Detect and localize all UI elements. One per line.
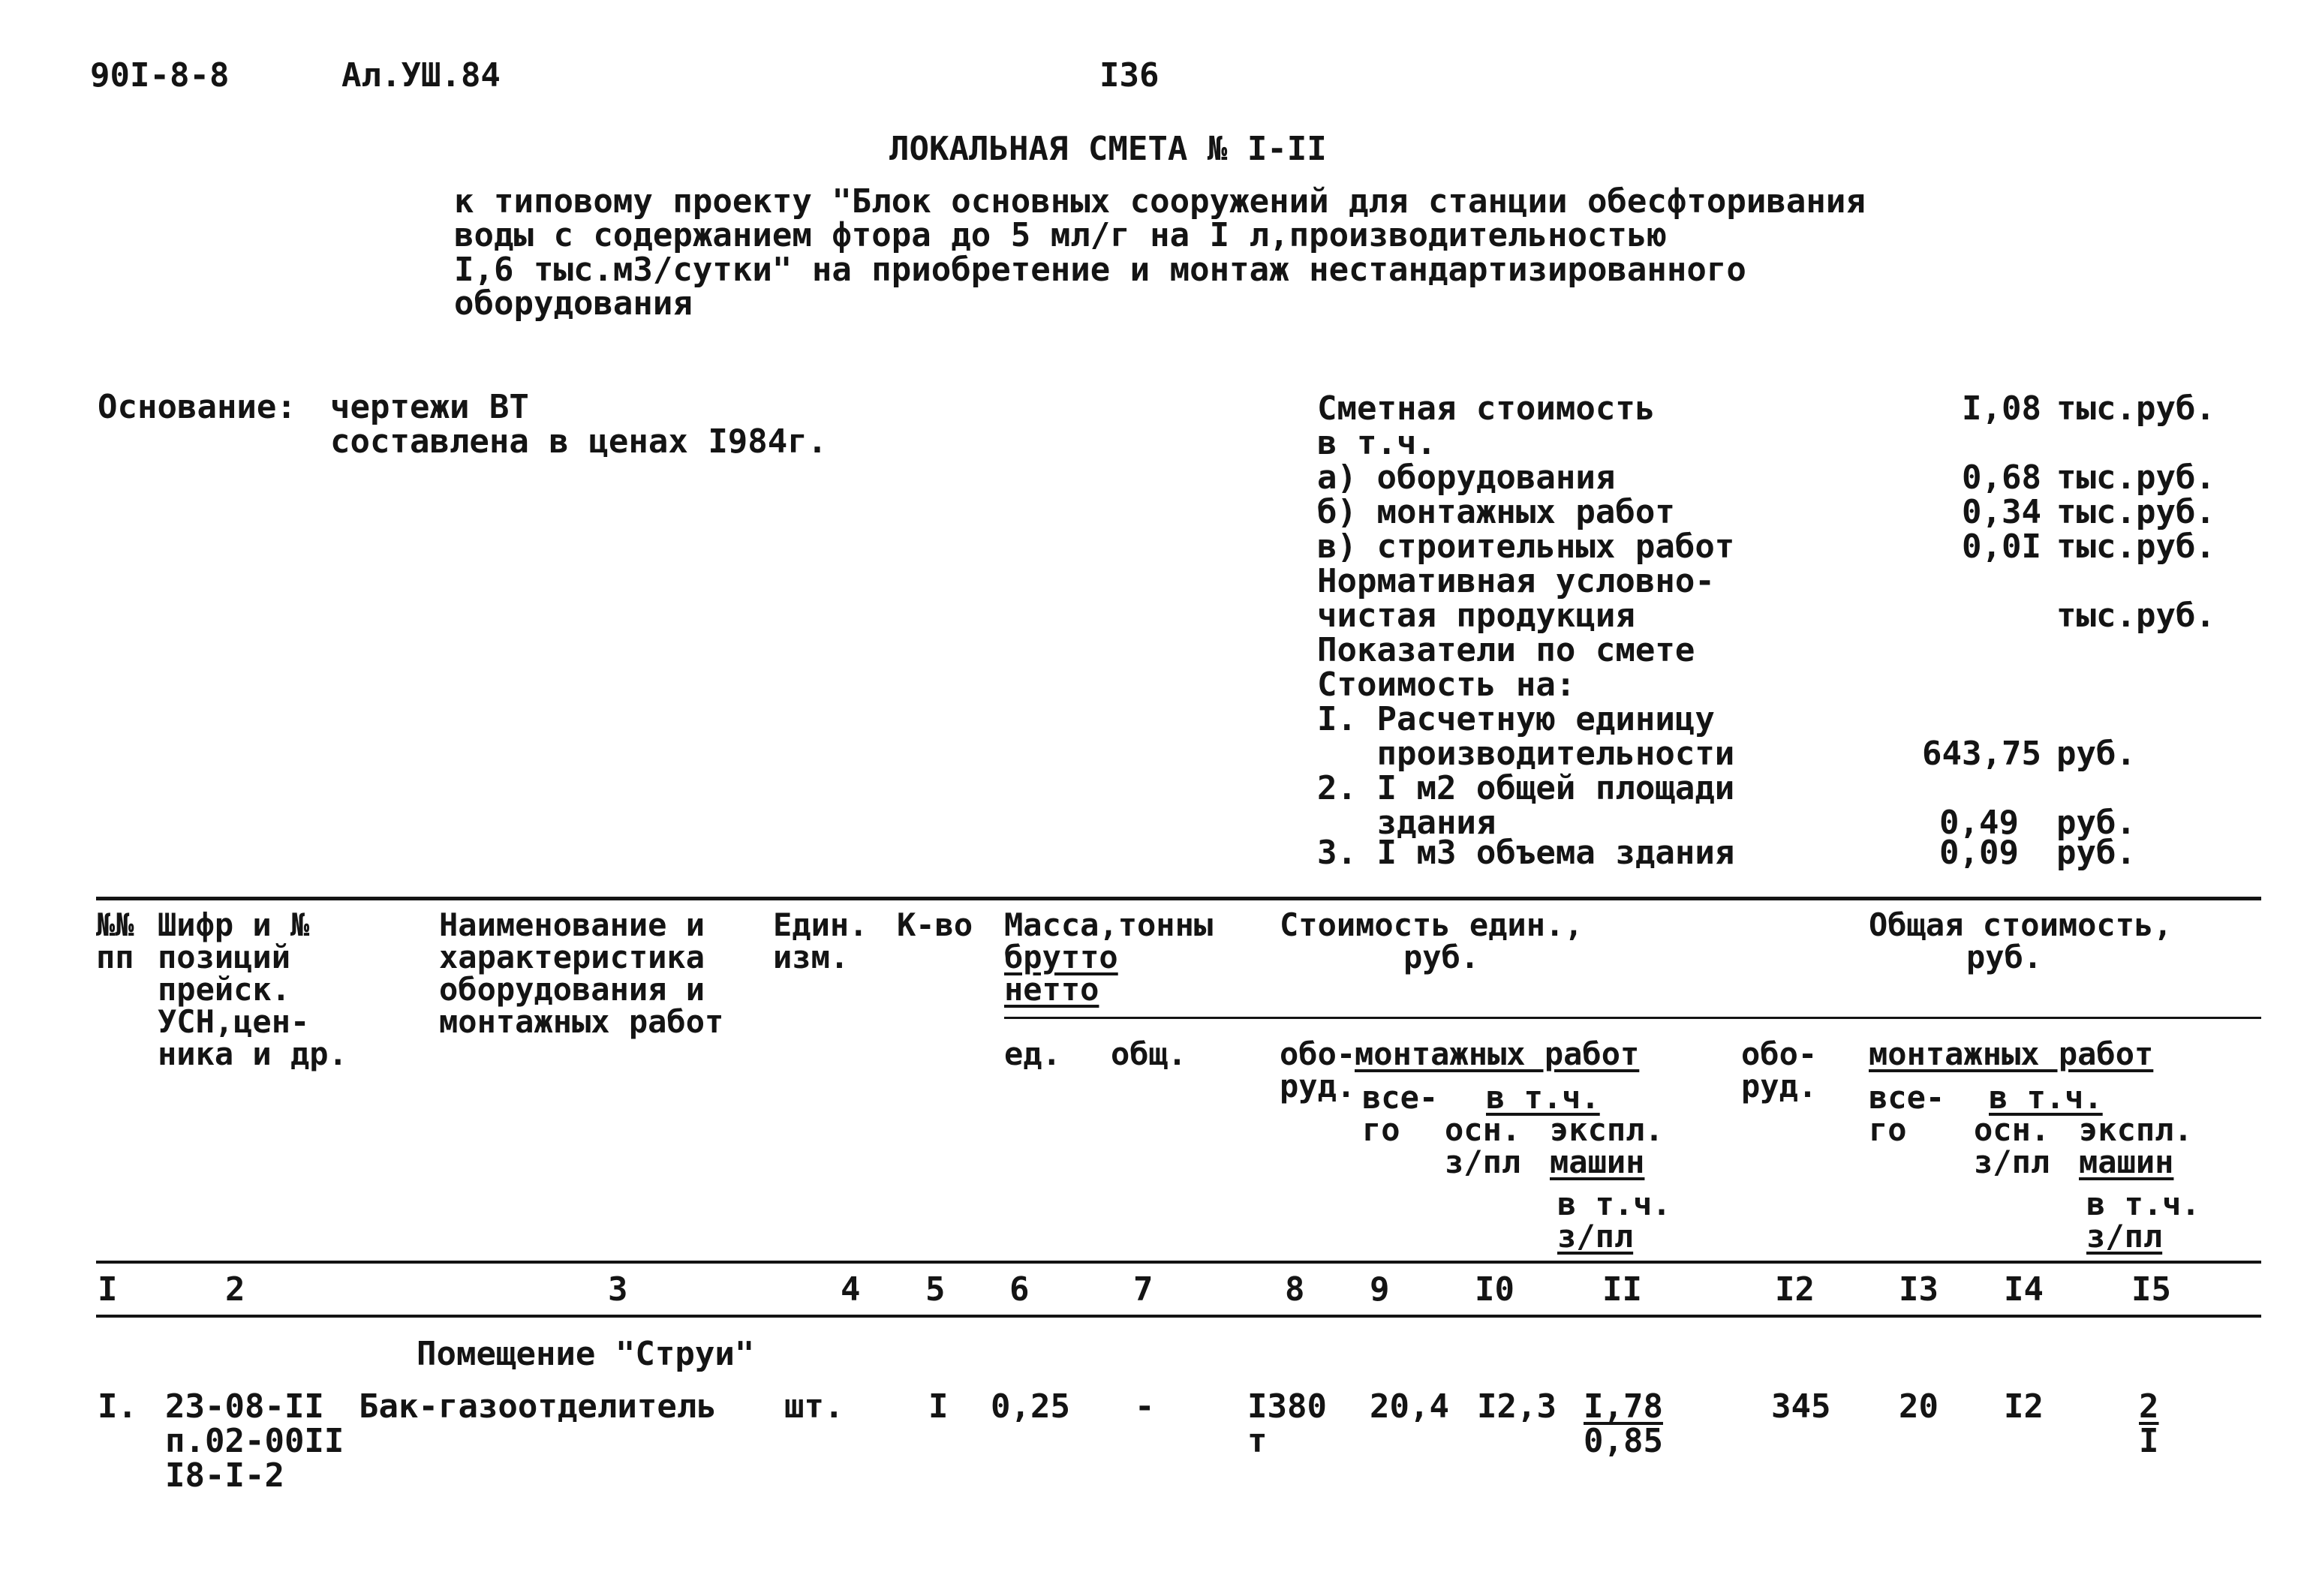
- header-code: позиций: [158, 939, 291, 975]
- row-mass-total: -: [1135, 1387, 1155, 1426]
- summary-label: 3. I м3 объема здания: [1317, 834, 1735, 872]
- row-total-expl-wage: I: [2139, 1422, 2159, 1460]
- header-code: УСН,цен-: [158, 1003, 310, 1040]
- header-code: Шифр и №: [158, 906, 310, 943]
- header-total-cost: Общая стоимость,: [1869, 906, 2173, 943]
- header-unit-cost: Стоимость един.,: [1280, 906, 1584, 943]
- row-total-mount: 20: [1899, 1387, 1939, 1426]
- header-total-expl-incl: з/пл: [2086, 1218, 2163, 1255]
- row-code: I8-I-2: [165, 1456, 284, 1495]
- section-heading: Помещение "Струи": [417, 1335, 755, 1373]
- column-number: 5: [925, 1270, 946, 1309]
- summary-label: 2. I м2 общей площади: [1317, 769, 1735, 807]
- header-total-mount: монтажных работ: [1869, 1035, 2154, 1072]
- summary-label: чистая продукция: [1317, 597, 1635, 635]
- row-mount-expl: I,78: [1584, 1387, 1663, 1426]
- header-base: осн.: [1445, 1111, 1521, 1148]
- header-incl: в т.ч.: [1486, 1079, 1600, 1116]
- summary-unit: тыс.руб.: [2056, 597, 2215, 635]
- column-number: I2: [1775, 1270, 1815, 1309]
- summary-value: 643,75: [1922, 735, 2041, 773]
- row-mount-expl-wage: 0,85: [1584, 1422, 1663, 1460]
- header-name: характеристика: [439, 939, 705, 975]
- header-code: прейск.: [158, 971, 291, 1008]
- header-total-incl: в т.ч.: [1989, 1079, 2103, 1116]
- column-numbers-rule: [96, 1315, 2261, 1318]
- header-equip: руд.: [1280, 1068, 1356, 1105]
- row-mount-base: I2,3: [1477, 1387, 1557, 1426]
- column-number: 6: [1009, 1270, 1030, 1309]
- row-total-equip: 345: [1771, 1387, 1831, 1426]
- summary-unit: руб.: [2056, 735, 2136, 773]
- column-number: II: [1602, 1270, 1642, 1309]
- header-total-expl: машин: [2079, 1144, 2174, 1180]
- row-total-expl: 2: [2139, 1387, 2159, 1426]
- subtitle-line: I,6 тыс.м3/сутки" на приобретение и монтаж нестандартизированного: [454, 251, 1746, 289]
- header-qty: К-во: [897, 906, 973, 943]
- summary-unit: тыс.руб.: [2056, 527, 2215, 566]
- subtitle-line: к типовому проекту "Блок основных сооружений для станции обесфторивания: [454, 182, 1866, 221]
- header-expl-incl: з/пл: [1557, 1218, 1634, 1255]
- header-name: Наименование и: [439, 906, 705, 943]
- basis-label: Основание:: [98, 388, 296, 426]
- column-number: 3: [608, 1270, 628, 1309]
- column-number: I5: [2131, 1270, 2171, 1309]
- row-mass-unit: 0,25: [991, 1387, 1070, 1426]
- subtitle-line: воды с содержанием фтора до 5 мл/г на I л,производительностью: [454, 216, 1667, 254]
- header-equip: обо-: [1280, 1035, 1356, 1072]
- header-total-cost-rub: руб.: [1966, 939, 2043, 975]
- header-total-base: осн.: [1974, 1111, 2050, 1148]
- summary-label: Сметная стоимость: [1317, 389, 1656, 428]
- summary-label: а) оборудования: [1317, 458, 1616, 497]
- row-name: Бак-газоотделитель: [359, 1387, 717, 1426]
- header-total-base: з/пл: [1974, 1144, 2050, 1180]
- basis-drawings: чертежи ВТ: [330, 388, 529, 426]
- header-mass-unit: ед.: [1004, 1035, 1061, 1072]
- header-total-all: все-: [1869, 1079, 1945, 1116]
- header-base: з/пл: [1445, 1144, 1521, 1180]
- header-mount: монтажных работ: [1355, 1035, 1640, 1072]
- row-qty: I: [928, 1387, 949, 1426]
- header-unit: Един.: [773, 906, 868, 943]
- column-number: 8: [1285, 1270, 1305, 1309]
- summary-unit: руб.: [2056, 804, 2136, 842]
- header-num: пп: [96, 939, 134, 975]
- subtitle-line: оборудования: [454, 284, 693, 323]
- header-total-equip: руд.: [1741, 1068, 1818, 1105]
- header-mass-net: нетто: [1004, 971, 1099, 1008]
- header-name: оборудования и: [439, 971, 705, 1008]
- header-total-all: го: [1869, 1111, 1907, 1148]
- column-number: I4: [2004, 1270, 2044, 1309]
- header-rule-mass: [1004, 1017, 2261, 1019]
- header-total-expl-incl: в т.ч.: [2086, 1186, 2200, 1222]
- summary-label: Показатели по смете: [1317, 631, 1695, 669]
- header-expl-incl: в т.ч.: [1557, 1186, 1671, 1222]
- column-number: 9: [1370, 1270, 1390, 1309]
- summary-unit: руб.: [2056, 834, 2136, 872]
- header-all: го: [1362, 1111, 1400, 1148]
- row-code: п.02-00II: [165, 1422, 344, 1460]
- row-total-base: I2: [2004, 1387, 2044, 1426]
- summary-value: I,08: [1962, 389, 2041, 428]
- summary-label: Нормативная условно-: [1317, 562, 1715, 600]
- summary-value: 0,68: [1962, 458, 2041, 497]
- column-number: I: [98, 1270, 118, 1309]
- header-total-expl: экспл.: [2079, 1111, 2193, 1148]
- row-equip-price: I380: [1247, 1387, 1327, 1426]
- header-mass: Масса,тонны: [1004, 906, 1214, 943]
- row-code: 23-08-II: [165, 1387, 324, 1426]
- table-top-rule: [96, 897, 2261, 900]
- header-expl: машин: [1550, 1144, 1645, 1180]
- summary-unit: тыс.руб.: [2056, 493, 2215, 531]
- header-unit-cost-rub: руб.: [1403, 939, 1480, 975]
- row-unit: шт.: [784, 1387, 844, 1426]
- header-all: все-: [1362, 1079, 1439, 1116]
- page-number: I36: [1099, 56, 1160, 95]
- row-equip-price-suffix: т: [1247, 1422, 1268, 1460]
- summary-value: 0,34: [1962, 493, 2041, 531]
- header-mass-total: общ.: [1111, 1035, 1187, 1072]
- column-number: 7: [1133, 1270, 1154, 1309]
- basis-prices: составлена в ценах I984г.: [330, 422, 828, 461]
- header-mass-gross: брутто: [1004, 939, 1118, 975]
- column-number: I3: [1899, 1270, 1939, 1309]
- column-number: 4: [841, 1270, 861, 1309]
- summary-value: 0,09: [1939, 834, 2019, 872]
- summary-label: в т.ч.: [1317, 424, 1436, 462]
- summary-label: производительности: [1317, 735, 1735, 773]
- summary-unit: тыс.руб.: [2056, 458, 2215, 497]
- header-bottom-rule: [96, 1261, 2261, 1264]
- summary-value: 0,49: [1939, 804, 2019, 842]
- summary-label: здания: [1317, 804, 1496, 842]
- header-expl: экспл.: [1550, 1111, 1664, 1148]
- header-name: монтажных работ: [439, 1003, 724, 1040]
- summary-label: I. Расчетную единицу: [1317, 700, 1715, 738]
- estimate-title: ЛОКАЛЬНАЯ СМЕТА № I-II: [889, 130, 1327, 168]
- header-unit: изм.: [773, 939, 850, 975]
- summary-unit: тыс.руб.: [2056, 389, 2215, 428]
- column-number: 2: [225, 1270, 245, 1309]
- summary-label: в) строительных работ: [1317, 527, 1735, 566]
- album-code: Ал.УШ.84: [341, 56, 501, 95]
- summary-value: 0,0I: [1962, 527, 2041, 566]
- summary-label: Стоимость на:: [1317, 666, 1576, 704]
- header-total-equip: обо-: [1741, 1035, 1818, 1072]
- header-code: ника и др.: [158, 1035, 347, 1072]
- summary-label: б) монтажных работ: [1317, 493, 1675, 531]
- row-number: I.: [98, 1387, 137, 1426]
- row-mount-total: 20,4: [1370, 1387, 1449, 1426]
- header-num: №№: [96, 906, 134, 943]
- column-number: I0: [1475, 1270, 1514, 1309]
- document-code: 90I-8-8: [90, 56, 230, 95]
